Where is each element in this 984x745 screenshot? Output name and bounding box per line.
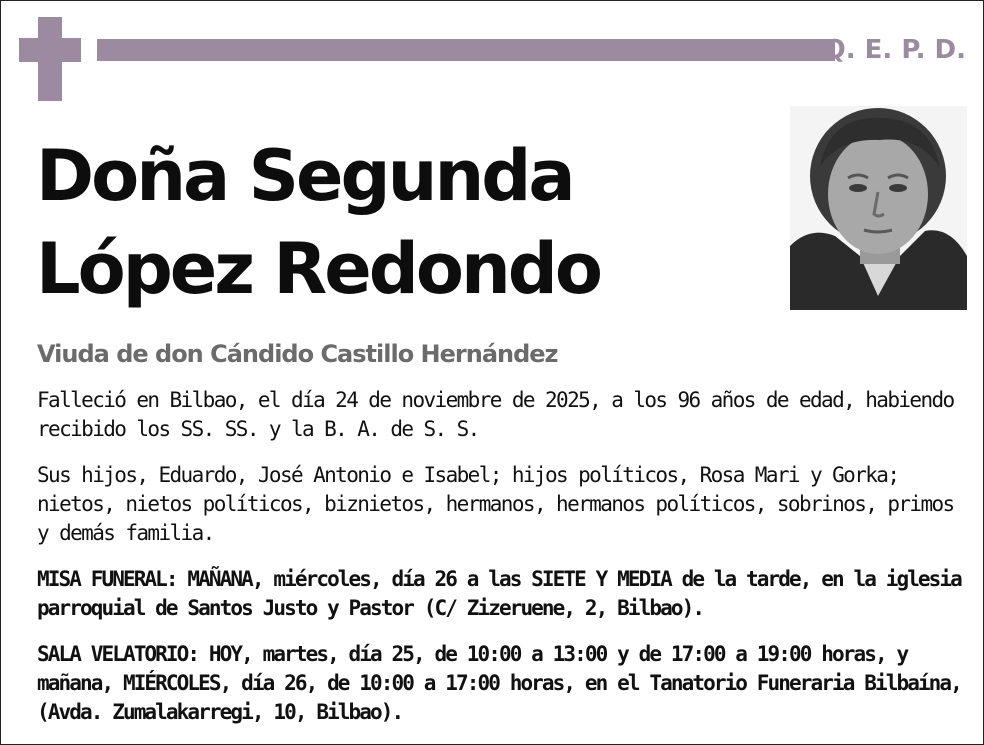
cross-icon-bar — [19, 38, 81, 62]
name-line-1: Doña Segunda — [36, 135, 573, 217]
funeral-mass-text: MISA FUNERAL: MAÑANA, miércoles, día 26 a las SIETE Y MEDIA de la tarde, en la iglesia parroquial de Santos Justo y Pastor (C/ Zizeruene, 2, Bilbao). — [37, 567, 961, 620]
wake-room-text: SALA VELATORIO: HOY, martes, día 25, de 10:00 a 13:00 y de 17:00 a 19:00 horas, y mañana, MIÉRCOLES, día 26, de 10:00 a 17:00 horas, en el Tanatorio Funeraria Bilbaína, (Avda. Zumalakarregi, 10, Bilbao). — [37, 642, 961, 724]
name-line-2: López Redondo — [36, 228, 600, 310]
family-text: Sus hijos, Eduardo, José Antonio e Isabel; hijos políticos, Rosa Mari y Gorka; nietos, nietos políticos, biznietos, hermanos, hermanos políticos, sobrinos, primos y demás familia. — [37, 463, 954, 545]
portrait-photo — [790, 106, 967, 310]
widow-subtitle: Viuda de don Cándido Castillo Hernández — [37, 340, 558, 368]
death-notice-text: Falleció en Bilbao, el día 24 de noviembre de 2025, a los 96 años de edad, habiendo recibido los SS. SS. y la B. A. de S. S. — [37, 388, 954, 441]
qepd-label: Q. E. P. D. — [823, 35, 966, 65]
header-rule — [97, 39, 835, 61]
deceased-name — [36, 130, 600, 316]
